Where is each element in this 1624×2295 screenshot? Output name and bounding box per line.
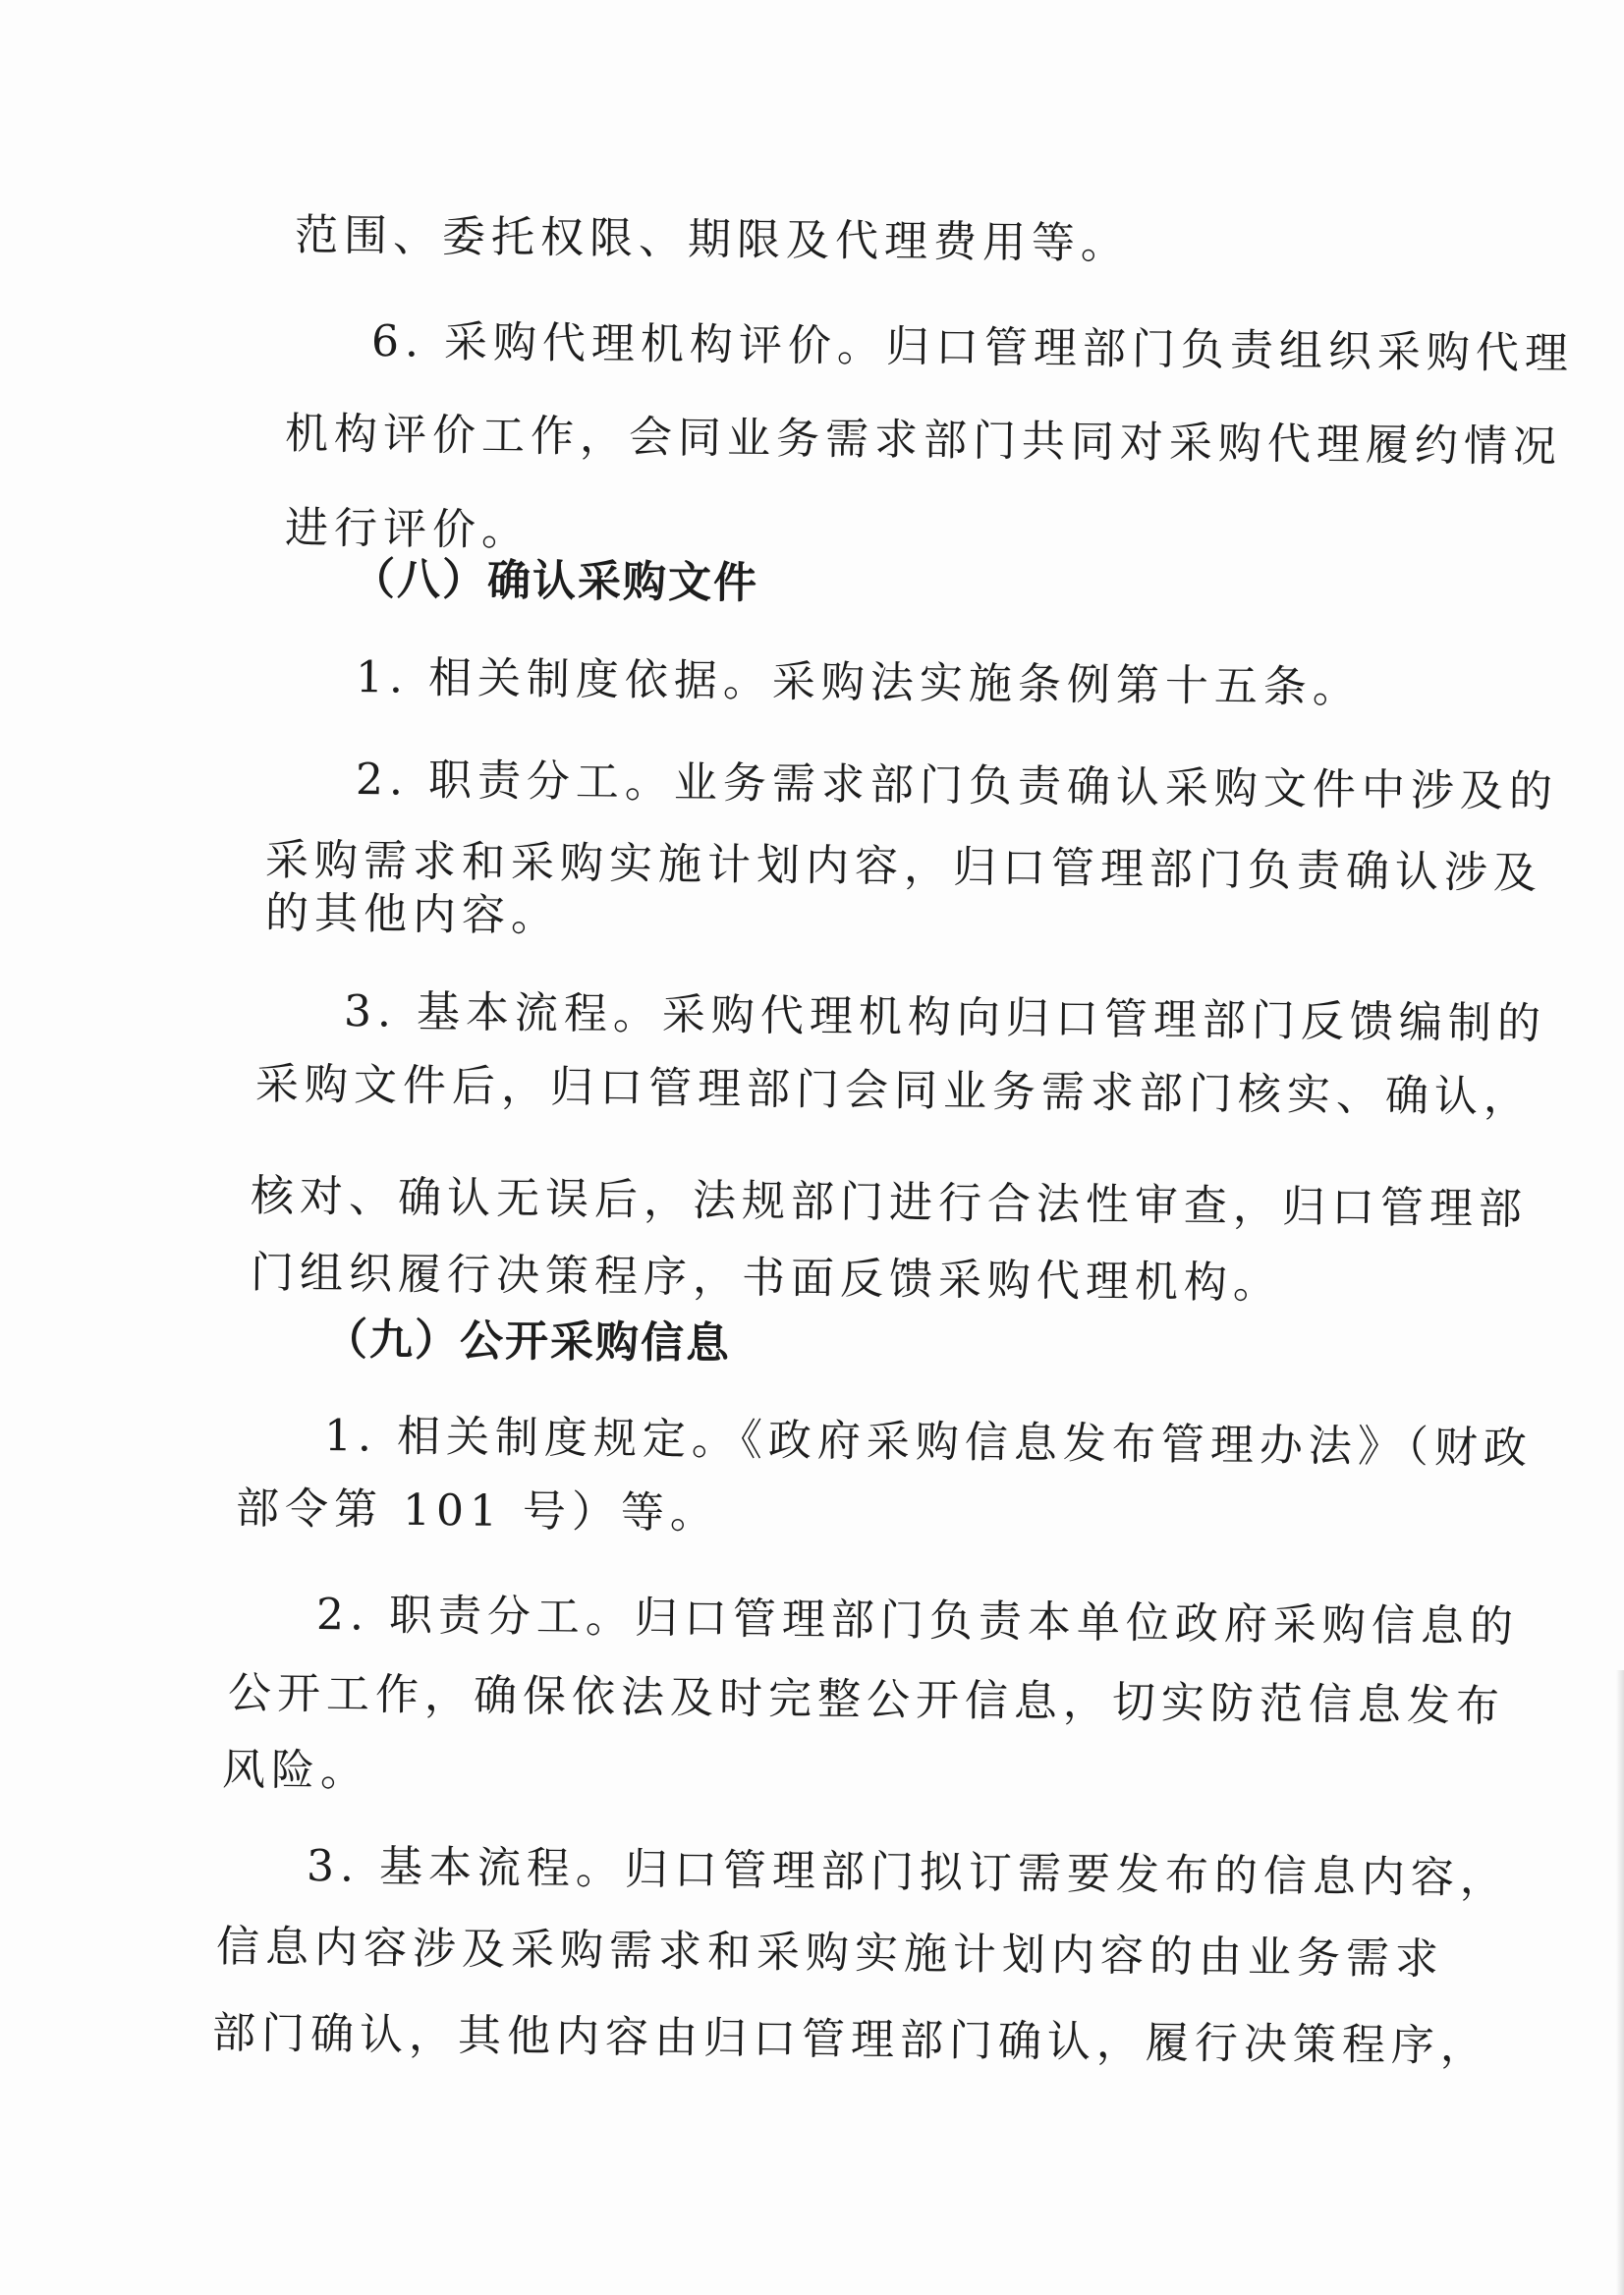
body-line: 采购需求和采购实施计划内容，归口管理部门负责确认涉及 [264, 835, 1543, 899]
body-line: 采购文件后，归口管理部门会同业务需求部门核实、确认， [254, 1059, 1534, 1123]
body-line: 6. 采购代理机构评价。归口管理部门负责组织采购代理 [370, 316, 1575, 379]
body-line: 1. 相关制度规定。《政府采购信息发布管理办法》（财政 [323, 1411, 1534, 1474]
body-line: 的其他内容。 [264, 888, 561, 942]
body-line: 2. 职责分工。业务需求部门负责确认采购文件中涉及的 [355, 755, 1559, 817]
section-heading: （八）确认采购文件 [351, 554, 759, 609]
body-line: 进行评价。 [284, 503, 532, 556]
body-line: 2. 职责分工。归口管理部门负责本单位政府采购信息的 [315, 1590, 1520, 1652]
page-edge-shadow [1616, 1670, 1624, 2295]
body-line: 3. 基本流程。归口管理部门拟订需要发布的信息内容， [306, 1841, 1510, 1904]
body-line: 信息内容涉及采购需求和采购实施计划内容的由业务需求 [215, 1922, 1445, 1986]
section-heading: （九）公开采购信息 [323, 1315, 732, 1370]
body-line: 机构评价工作，会同业务需求部门共同对采购代理履约情况 [284, 409, 1563, 473]
body-line: 核对、确认无误后，法规部门进行合法性审查，归口管理部 [250, 1171, 1529, 1235]
body-line: 3. 基本流程。采购代理机构向归口管理部门反馈编制的 [343, 986, 1547, 1049]
body-line: 部令第 101 号）等。 [235, 1483, 720, 1539]
body-line: 范围、委托权限、期限及代理费用等。 [294, 210, 1131, 269]
body-line: 部门确认，其他内容由归口管理部门确认，履行决策程序， [211, 2008, 1490, 2072]
body-line: 门组织履行决策程序，书面反馈采购代理机构。 [250, 1248, 1283, 1309]
body-line: 1. 相关制度依据。采购法实施条例第十五条。 [355, 652, 1363, 713]
body-line: 公开工作，确保依法及时完整公开信息，切实防范信息发布 [227, 1668, 1506, 1732]
body-line: 风险。 [221, 1745, 370, 1797]
